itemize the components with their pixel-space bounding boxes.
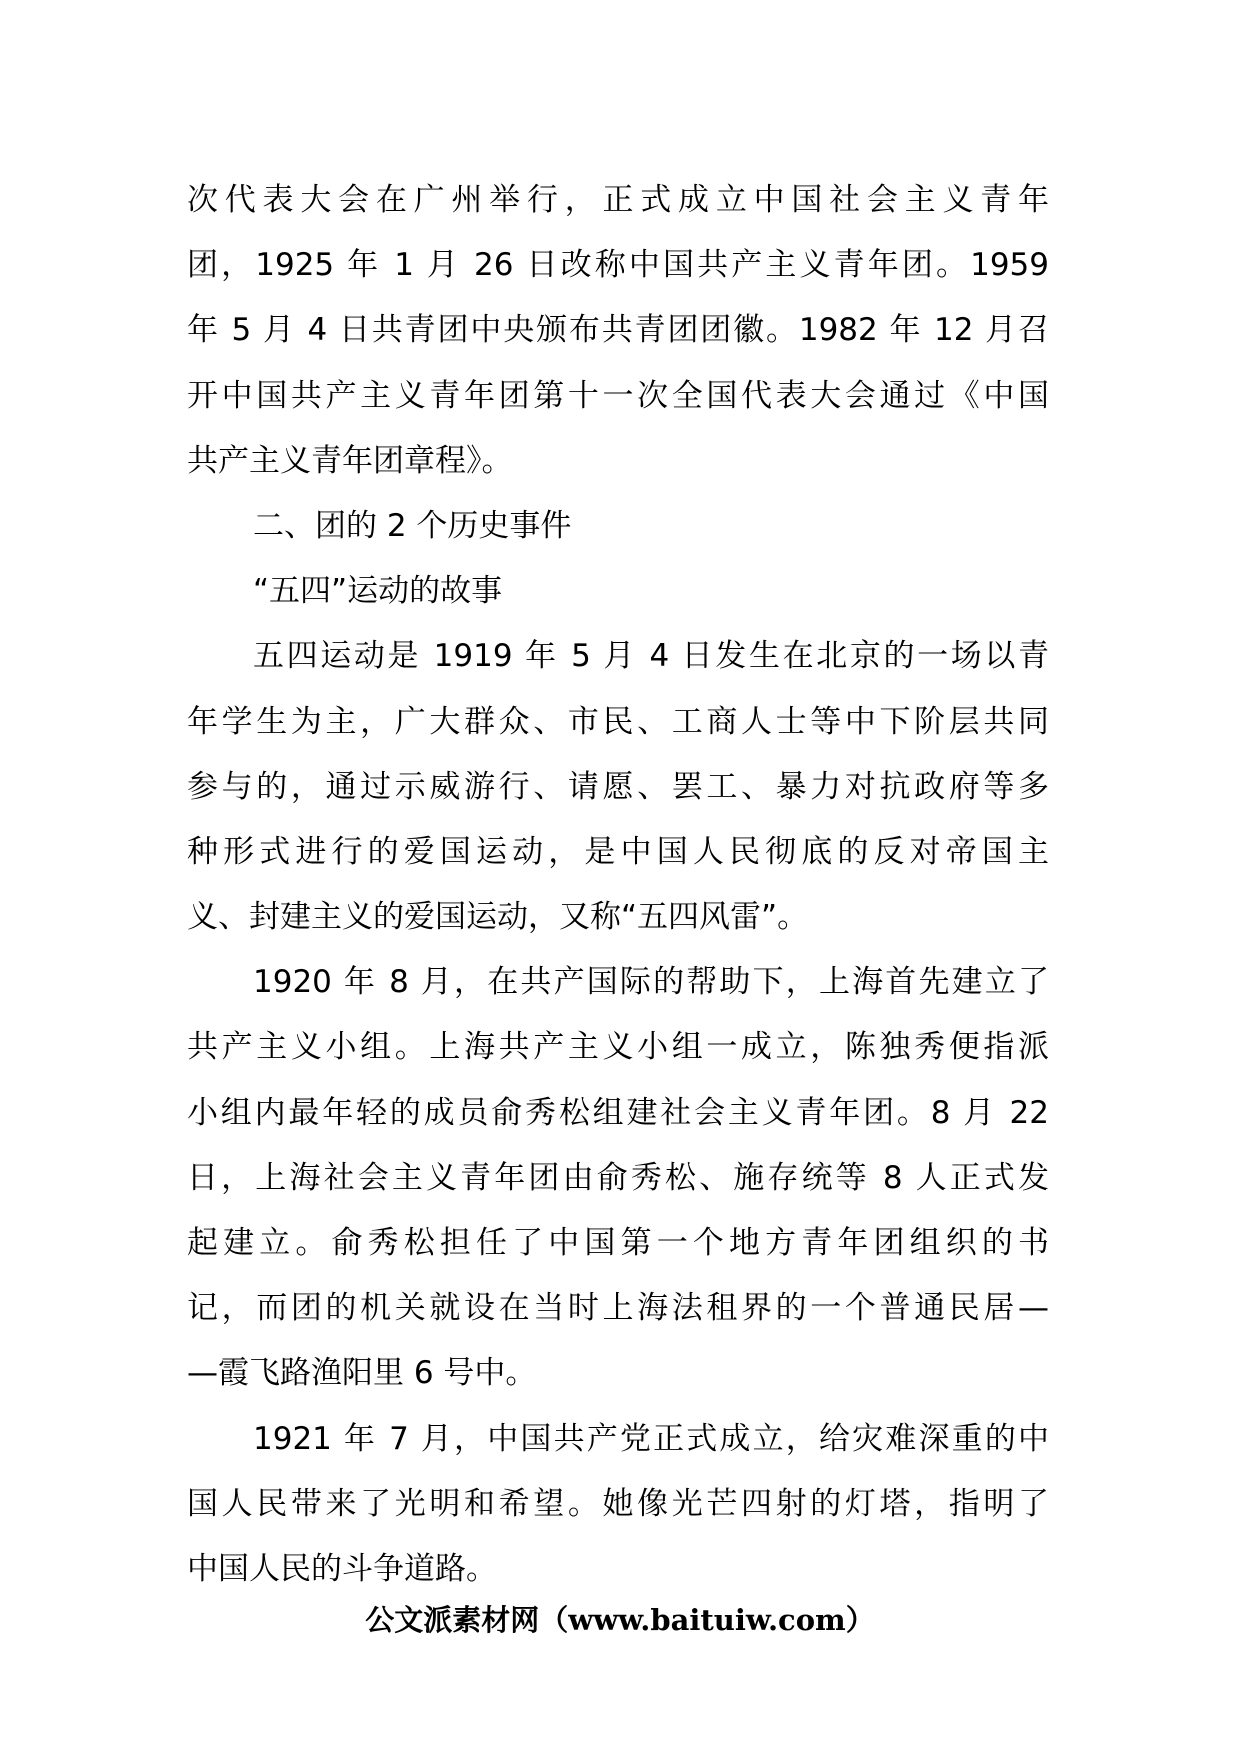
- text-line: 1921 年 7 月，中国共产党正式成立，给灾难深重的中: [253, 1420, 1049, 1457]
- text-line: 年学生为主，广大群众、市民、工商人士等中下阶层共同: [187, 703, 1049, 740]
- text-line: 次代表大会在广州举行，正式成立中国社会主义青年: [187, 182, 1049, 218]
- subsection-heading: “五四”运动的故事: [253, 573, 503, 610]
- text-line: 团，1925 年 1 月 26 日改称中国共产主义青年团。1959: [187, 247, 1049, 284]
- text-line: 记，而团的机关就设在当时上海法租界的一个普通民居—: [187, 1290, 1049, 1327]
- text-line: 年 5 月 4 日共青团中央颁布共青团团徽。1982 年 12 月召: [187, 312, 1049, 349]
- text-line: 起建立。俞秀松担任了中国第一个地方青年团组织的书: [187, 1225, 1049, 1261]
- text-line: 参与的，通过示威游行、请愿、罢工、暴力对抗政府等多: [187, 768, 1049, 805]
- text-line: 义、封建主义的爱国运动，又称“五四风雷”。: [187, 899, 809, 936]
- text-line: 中国人民的斗争道路。: [187, 1550, 497, 1587]
- text-line: 1920 年 8 月，在共产国际的帮助下，上海首先建立了: [253, 964, 1049, 1001]
- text-line: 日，上海社会主义青年团由俞秀松、施存统等 8 人正式发: [187, 1159, 1049, 1196]
- text-line: 种形式进行的爱国运动，是中国人民彻底的反对帝国主: [187, 833, 1049, 870]
- text-line: 五四运动是 1919 年 5 月 4 日发生在北京的一场以青: [253, 638, 1049, 675]
- text-line: 国人民带来了光明和希望。她像光芒四射的灯塔，指明了: [187, 1485, 1049, 1522]
- text-line: 小组内最年轻的成员俞秀松组建社会主义青年团。8 月 22: [187, 1094, 1049, 1131]
- text-line: 共产主义小组。上海共产主义小组一成立，陈独秀便指派: [187, 1029, 1049, 1066]
- footer-watermark: 公文派素材网（www.baituiw.com）: [365, 1603, 875, 1637]
- text-line: 开中国共产主义青年团第十一次全国代表大会通过《中国: [187, 377, 1049, 414]
- section-heading: 二、团的 2 个历史事件: [253, 507, 572, 544]
- text-line: 共产主义青年团章程》。: [187, 442, 513, 479]
- document-body: [187, 168, 1049, 1602]
- text-line: —霞飞路渔阳里 6 号中。: [187, 1355, 537, 1392]
